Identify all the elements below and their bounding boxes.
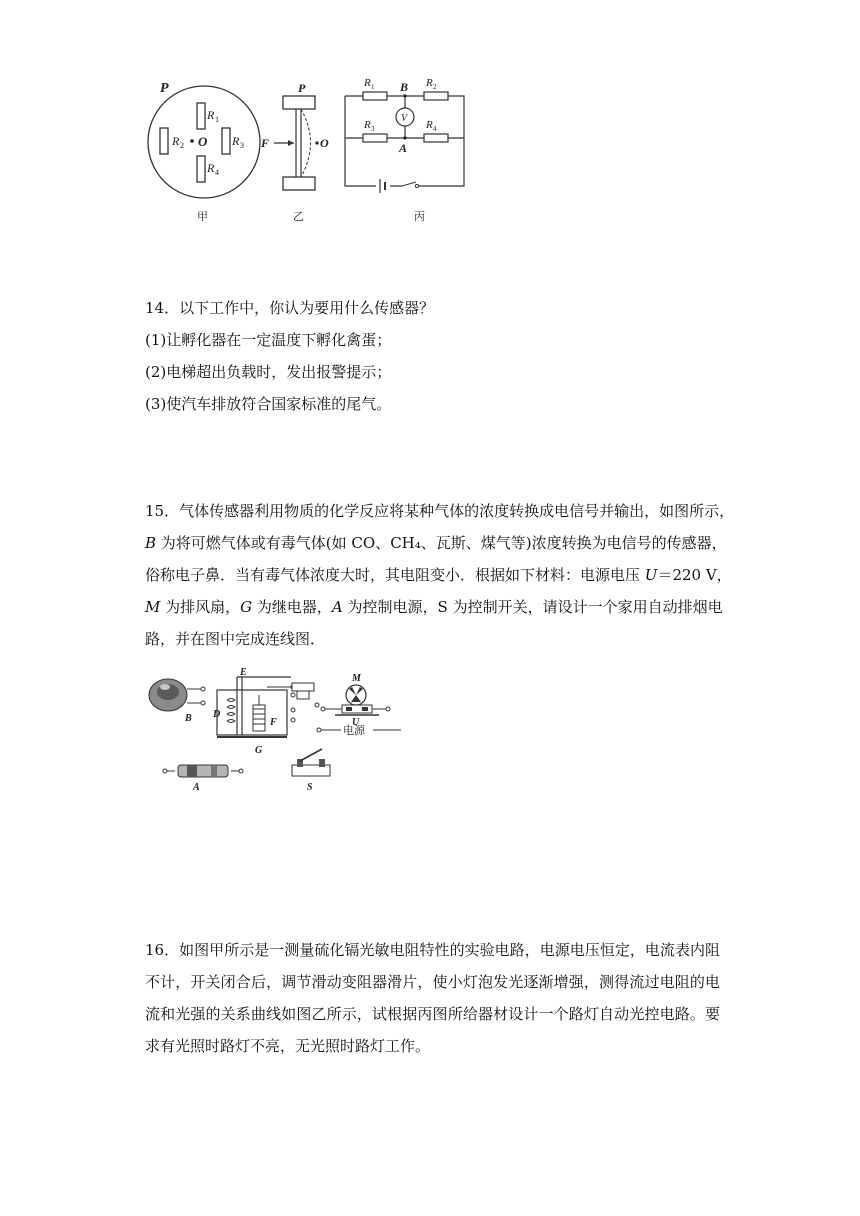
electronic-nose-b — [149, 679, 205, 724]
bing-r2 — [424, 92, 448, 100]
svg-text:1: 1 — [371, 83, 375, 91]
yi-top-block — [283, 96, 315, 109]
fig15-label-u: U — [352, 717, 360, 728]
jia-r2-resistor — [160, 128, 168, 154]
bing-caption: 丙 — [414, 211, 425, 223]
jia-caption: 甲 — [197, 211, 208, 223]
figure-jia — [148, 81, 260, 223]
fig15-label-f: F — [270, 717, 277, 728]
bing-r3-label: R — [364, 119, 371, 131]
bing-r3 — [363, 134, 387, 142]
fig15-label-m: M — [352, 673, 361, 684]
jia-r1-resistor — [197, 103, 205, 129]
bing-r4-label: R — [426, 119, 433, 131]
jia-label-p: P — [160, 81, 169, 96]
svg-text:3: 3 — [371, 125, 375, 133]
svg-text:4: 4 — [433, 125, 437, 133]
bing-r1 — [363, 92, 387, 100]
question-16 — [145, 934, 720, 1062]
jia-r4-label: R — [207, 161, 215, 175]
fig15-label-e: E — [240, 667, 247, 678]
yi-bottom-block — [283, 177, 315, 190]
fig15-label-b: B — [185, 713, 192, 724]
figure-q15 — [145, 665, 415, 795]
question-15 — [145, 495, 735, 655]
yi-caption: 乙 — [293, 211, 304, 223]
q14-item-2: (2)电梯超出负载时，发出报警提示； — [145, 363, 392, 381]
bing-label-b: B — [400, 80, 409, 94]
fig15-label-g: G — [255, 745, 263, 756]
jia-r2-label: R — [172, 134, 180, 148]
bing-r4 — [424, 134, 448, 142]
q15-line-3: 俗称电子鼻．当有毒气体浓度大时，其电阻变小．根据如下材料：电源电压 U＝220 V， — [145, 566, 732, 584]
q16-line-2: 不计，开关闭合后，调节滑动变阻器滑片，使小灯泡发光逐渐增强，测得流过电阻的电 — [145, 973, 720, 991]
fig15-power-label: 电源 — [343, 725, 365, 737]
exhaust-fan-m — [317, 673, 401, 737]
figure-1 — [140, 70, 480, 230]
jia-r1-sub: 1 — [215, 115, 219, 124]
jia-r3-resistor — [222, 128, 230, 154]
bing-v-label: V — [401, 113, 408, 124]
bing-label-a: A — [399, 141, 408, 155]
yi-bent-dashed — [301, 109, 311, 177]
question-14 — [145, 292, 720, 420]
jia-r2-sub: 2 — [180, 141, 184, 150]
jia-r1-label: R — [207, 108, 215, 122]
relay-g — [212, 667, 319, 756]
fig15-label-d: D — [213, 709, 221, 720]
yi-label-p: P — [298, 81, 306, 95]
yi-label-f: F — [261, 136, 270, 150]
figure-yi — [260, 81, 329, 223]
jia-label-o: O — [198, 134, 208, 149]
fig15-label-a: A — [193, 782, 200, 793]
control-power-a — [163, 765, 243, 793]
q15-line-5: 路，并在图中完成连线图． — [145, 630, 326, 648]
q14-item-3: (3)使汽车排放符合国家标准的尾气。 — [145, 395, 392, 413]
jia-r4-resistor — [197, 156, 205, 182]
bing-r2-label: R — [426, 77, 433, 89]
switch-s — [292, 749, 330, 793]
q15-line-1: 15．气体传感器利用物质的化学反应将某种气体的浓度转换成电信号并输出，如图所示， — [145, 502, 735, 520]
bing-r1-label: R — [364, 77, 371, 89]
svg-text:2: 2 — [433, 83, 437, 91]
jia-r3-sub: 3 — [240, 141, 244, 150]
q14-title: 14．以下工作中，你认为要用什么传感器？ — [145, 299, 435, 317]
jia-r4-sub: 4 — [215, 168, 219, 177]
figure-bing — [345, 77, 464, 223]
fig15-label-s: S — [307, 782, 313, 793]
q15-line-4: M 为排风扇，G 为继电器，A 为控制电源，S 为控制开关，请设计一个家用自动排烟电 — [145, 598, 723, 616]
yi-label-o: O — [320, 136, 329, 150]
q16-line-4: 求有光照时路灯不亮，无光照时路灯工作。 — [145, 1037, 431, 1055]
q14-item-1: (1)让孵化器在一定温度下孵化禽蛋； — [145, 331, 392, 349]
jia-center-dot — [190, 139, 194, 143]
q16-line-1: 16．如图甲所示是一测量硫化镉光敏电阻特性的实验电路，电源电压恒定，电流表内阻 — [145, 941, 720, 959]
q15-line-2: B 为将可燃气体或有毒气体(如 CO、CH₄、瓦斯、煤气等)浓度转换为电信号的传感器， — [145, 534, 727, 552]
jia-r3-label: R — [232, 134, 240, 148]
q16-line-3: 流和光强的关系曲线如图乙所示，试根据丙图所给器材设计一个路灯自动光控电路。要 — [145, 1005, 720, 1023]
